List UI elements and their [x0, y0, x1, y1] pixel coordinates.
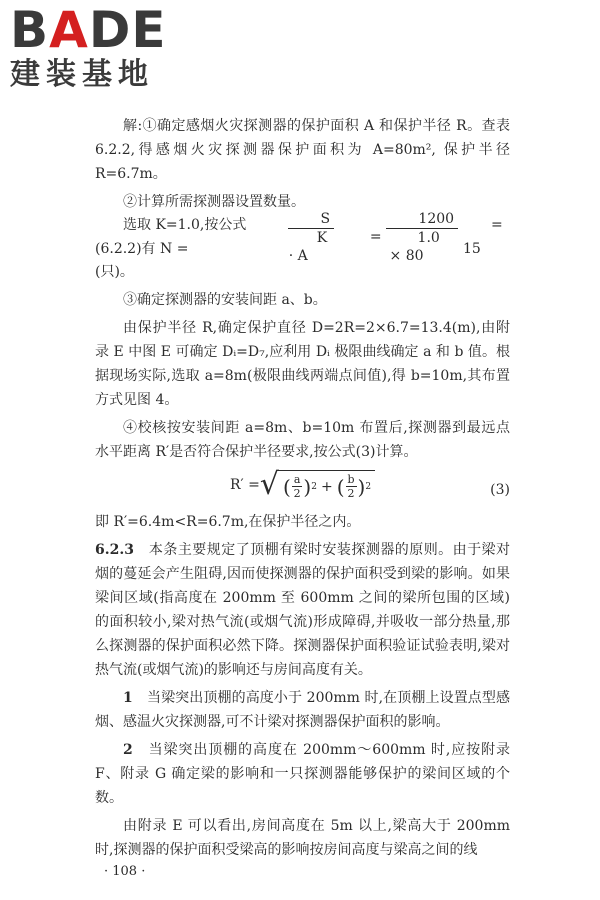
- section-6-2-3: [95, 538, 510, 682]
- frac-b-den: 2: [347, 487, 355, 500]
- fraction-denominator: 1.0 × 80: [389, 229, 440, 264]
- equation-number: (3): [490, 482, 510, 498]
- solution-step-3: ③确定探测器的安装间距 a、b。: [123, 292, 327, 308]
- logo: [10, 2, 175, 92]
- formula-n-prefix: 选取 K=1.0,按公式(6.2.2)有 N =: [95, 217, 247, 257]
- plus-sign: +: [320, 478, 333, 495]
- formula-n: [95, 210, 510, 264]
- solution-step-4: ④校核按安装间距 a=8m、b=10m 布置后,探测器到最远点水平距离 R′是否符合保护半径要求,按公式(3)计算。: [95, 420, 510, 460]
- clause-1: [95, 686, 510, 734]
- clause-number: 2: [123, 742, 133, 758]
- clause-number: 1: [123, 690, 133, 706]
- logo-wordmark: BADE: [10, 1, 167, 59]
- frac-a-num: a: [293, 473, 301, 486]
- fraction-numerator: 1200: [386, 210, 458, 229]
- frac-b-num: b: [347, 473, 355, 486]
- clause-text: 当梁突出顶棚的高度小于 200mm 时,在顶棚上设置点型感烟、感温火灾探测器,可不计梁对探测器保护面积的影响。: [95, 690, 511, 730]
- fraction-denominator: K · A: [288, 229, 328, 264]
- equation-3-body: [230, 467, 375, 502]
- section-text: 本条主要规定了顶棚有梁时安装探测器的原则。由于梁对烟的蔓延会产生阻碍,因而使探测器的保护面积受到梁的影响。如果梁间区域(指高度在 200mm 至 600mm 之间的梁所包围的区域)的面积较小,梁对热气流(或烟气流)形成障碍,并吸收一部分热量,那么探测器的保护面积必然下降。探测器保护面积验证试验表明,梁对热气流(或烟气流)的影响还与房间高度有关。: [95, 542, 511, 678]
- fraction-1200-over-80: [386, 210, 459, 265]
- solution-step-2: ②计算所需探测器设置数量。: [123, 194, 305, 210]
- equation-3-lhs: R′ =: [230, 477, 260, 493]
- logo-subtitle: 建装基地: [10, 57, 154, 92]
- document-body: [95, 114, 510, 862]
- square-root: √ ( $\frac{a}{2}$ ) 2 + ( $\frac{b}{2}$ ) 2: [260, 470, 375, 500]
- solution-step-3-detail: 由保护半径 R,确定保护直径 D=2R=2×6.7=13.4(m),由附录 E 中图 E 可确定 Dᵢ=D₇,应利用 Dᵢ 极限曲线确定 a 和 b 值。根据现场实际,选取 a=8m(极限曲线两端点间值),得 b=10m,其布置方式见图 4。: [95, 320, 510, 408]
- formula-n-result: = 15: [462, 217, 503, 257]
- fraction-s-over-ka: [285, 210, 338, 265]
- clause-text: 当梁突出顶棚的高度在 200mm～600mm 时,应按附录 F、附录 G 确定梁的影响和一只探测器能够保护的梁间区域的个数。: [95, 742, 510, 806]
- equals-sign: =: [369, 229, 382, 245]
- fraction-numerator: S: [288, 210, 334, 229]
- unit-line: (只)。: [95, 264, 134, 280]
- section-number: 6.2.3: [95, 542, 134, 558]
- closing-paragraph: 由附录 E 可以看出,房间高度在 5m 以上,梁高大于 200mm 时,探测器的保护面积受梁高的影响按房间高度与梁高之间的线: [95, 818, 510, 858]
- frac-a-den: 2: [293, 487, 301, 500]
- clause-2: [95, 738, 510, 810]
- equation-3: [95, 464, 510, 510]
- page-number: · 108 ·: [104, 864, 146, 879]
- solution-step-1: 解:①确定感烟火灾探测器的保护面积 A 和保护半径 R。查表 6.2.2,得感烟火灾探测器保护面积为 A=80m², 保护半径 R=6.7m。: [95, 118, 510, 182]
- check-result: 即 R′=6.4m<R=6.7m,在保护半径之内。: [95, 514, 361, 530]
